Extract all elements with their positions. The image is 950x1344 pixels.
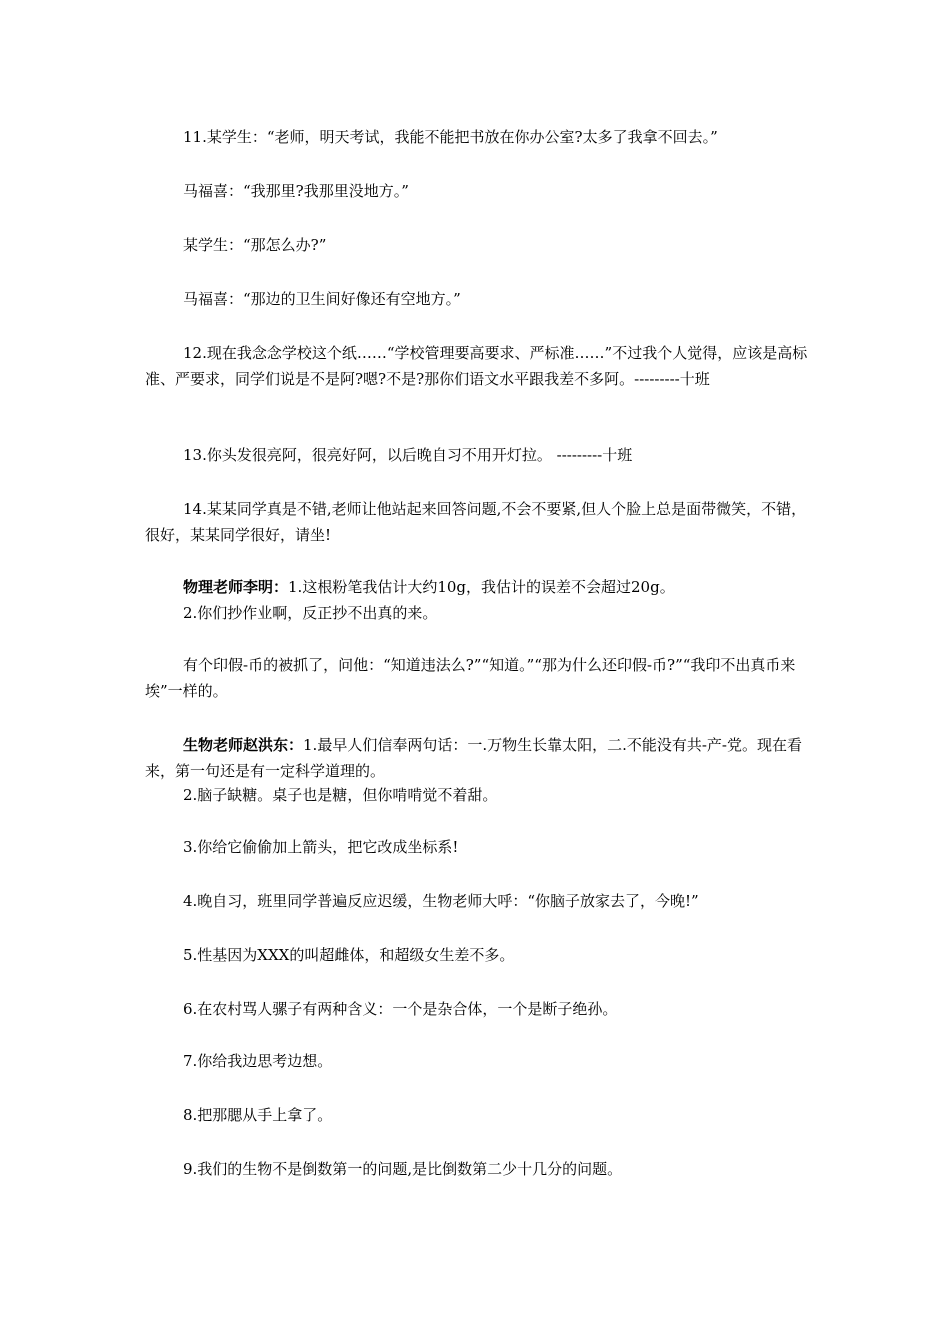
paragraph-2: 马福喜：“我那里?我那里没地方。” (183, 182, 409, 200)
paragraph-5: 12.现在我念念学校这个纸……“学校管理要高要求、严标准……”不过我个人觉得，应该是高标准、严要求，同学们说是不是阿?嗯?不是?那你们语文水平跟我差不多阿。---------十班 (145, 344, 808, 388)
paragraph-17: 7.你给我边思考边想。 (183, 1052, 333, 1070)
paragraph-13: 3.你给它偷偷加上箭头，把它改成坐标系! (183, 838, 459, 856)
paragraph-9: 2.你们抄作业啊，反正抄不出真的来。 (183, 604, 438, 622)
biology-teacher-heading: 生物老师赵洪东： (183, 736, 304, 754)
paragraph-4: 马福喜：“那边的卫生间好像还有空地方。” (183, 290, 461, 308)
paragraph-1: 11.某学生：“老师，明天考试，我能不能把书放在你办公室?太多了我拿不回去。” (183, 128, 718, 146)
biology-teacher-paragraph: 生物老师赵洪东：1.最早人们信奉两句话：一.万物生长靠太阳，二.不能没有共-产-党。现在看来，第一句还是有一定科学道理的。 (145, 736, 803, 780)
paragraph-12: 2.脑子缺糖。桌子也是糖，但你啃啃觉不着甜。 (183, 786, 498, 804)
physics-teacher-heading: 物理老师李明： (183, 578, 289, 596)
paragraph-10: 有个印假-币的被抓了，问他：“知道违法么?”“知道。”“那为什么还印假-币?”“我印不出真币来埃”一样的。 (145, 656, 796, 700)
paragraph-7: 14.某某同学真是不错,老师让他站起来回答问题,不会不要紧,但人个脸上总是面带微笑，不错，很好，某某同学很好，请坐! (145, 500, 807, 544)
paragraph-18: 8.把那腮从手上拿了。 (183, 1106, 333, 1124)
paragraph-3: 某学生：“那怎么办?” (183, 236, 327, 254)
physics-teacher-paragraph: 物理老师李明：1.这根粉笔我估计大约10g，我估计的误差不会超过20g。 (183, 578, 675, 596)
paragraph-19: 9.我们的生物不是倒数第一的问题,是比倒数第二少十几分的问题。 (183, 1160, 623, 1178)
paragraph-15: 5.性基因为XXX的叫超雌体，和超级女生差不多。 (183, 946, 515, 964)
paragraph-14: 4.晚自习，班里同学普遍反应迟缓，生物老师大呼：“你脑子放家去了，今晚!” (183, 892, 699, 910)
paragraph-16: 6.在农村骂人骡子有两种含义：一个是杂合体，一个是断子绝孙。 (183, 1000, 618, 1018)
paragraph-6: 13.你头发很亮阿，很亮好阿，以后晚自习不用开灯拉。 ---------十班 (183, 446, 633, 464)
